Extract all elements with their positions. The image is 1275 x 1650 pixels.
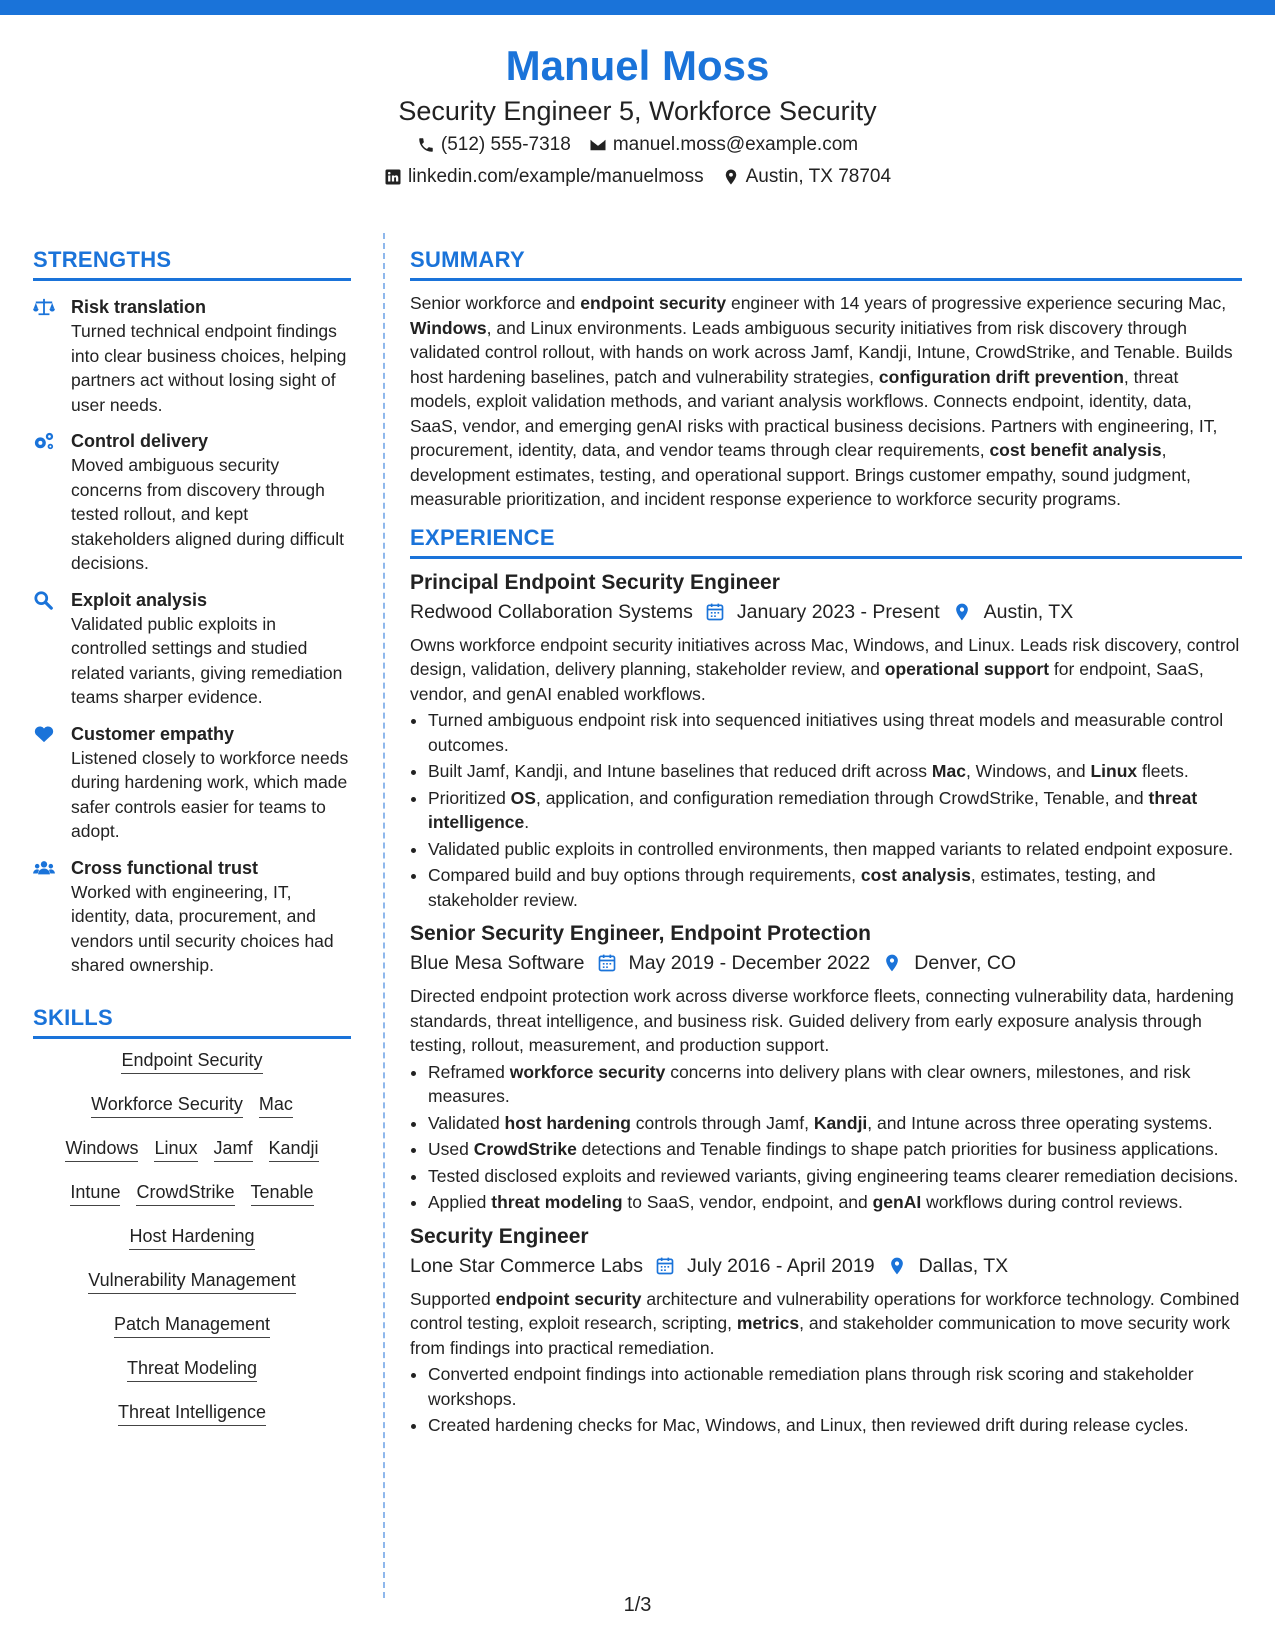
skill-row bbox=[33, 1093, 351, 1118]
skill-tag: Linux bbox=[154, 1137, 197, 1162]
email-contact[interactable] bbox=[589, 130, 858, 160]
job-meta bbox=[410, 948, 1242, 978]
job-dates: January 2023 - Present bbox=[736, 600, 940, 623]
strength-item bbox=[33, 429, 351, 576]
strength-text: Moved ambiguous security concerns from discovery through tested rollout, and kept stakeholders aligned during difficult decisions. bbox=[71, 455, 345, 573]
job-bullet: • Tested disclosed exploits and reviewed variants, giving engineering teams clearer remediation decisions. bbox=[428, 1164, 1242, 1189]
skill-tag: Threat Intelligence bbox=[118, 1401, 266, 1426]
job-description: Supported endpoint security architecture and vulnerability operations for workforce technology. Combined control testing, exploit research, scripting, metrics, and stakeholder communication to move security work from findings into practical remediation. bbox=[410, 1288, 1240, 1358]
summary-heading: SUMMARY bbox=[410, 246, 1242, 281]
skill-tag: Endpoint Security bbox=[121, 1049, 262, 1074]
job-bullet: • Created hardening checks for Mac, Windows, and Linux, then reviewed drift during release cycles. bbox=[428, 1413, 1242, 1438]
skill-tag: Threat Modeling bbox=[127, 1357, 257, 1382]
email-text: manuel.moss@example.com bbox=[612, 134, 859, 155]
strength-title: Exploit analysis bbox=[71, 589, 208, 610]
strength-title: Customer empathy bbox=[71, 723, 235, 744]
job-meta bbox=[410, 597, 1242, 627]
skill-tag: Mac bbox=[259, 1093, 293, 1118]
gears-icon bbox=[33, 429, 57, 576]
skill-row bbox=[33, 1269, 351, 1294]
skill-tag: Windows bbox=[65, 1137, 138, 1162]
users-icon bbox=[33, 856, 57, 978]
job-bullet: • Used CrowdStrike detections and Tenable findings to shape patch priorities for business applications. bbox=[428, 1137, 1242, 1162]
skill-row bbox=[33, 1357, 351, 1382]
job-location: Austin, TX bbox=[983, 600, 1074, 623]
skill-row bbox=[33, 1049, 351, 1074]
skill-row bbox=[33, 1313, 351, 1338]
job-title: Security Engineer bbox=[410, 1224, 589, 1248]
calendar-icon bbox=[705, 602, 725, 622]
job-title: Principal Endpoint Security Engineer bbox=[410, 570, 780, 594]
job-bullets bbox=[410, 1362, 1242, 1438]
linkedin-icon bbox=[384, 168, 402, 186]
strength-title: Cross functional trust bbox=[71, 857, 259, 878]
job-bullet: • Turned ambiguous endpoint risk into sequenced initiatives using threat models and measurable control outcomes. bbox=[428, 708, 1242, 757]
job-dates: July 2016 - April 2019 bbox=[687, 1254, 875, 1277]
skills-heading: SKILLS bbox=[33, 1004, 351, 1039]
job-bullet: • Converted endpoint findings into actionable remediation plans through risk scoring and stakeholder workshops. bbox=[428, 1362, 1242, 1411]
strengths-heading: STRENGTHS bbox=[33, 246, 351, 281]
skill-tag: CrowdStrike bbox=[136, 1181, 234, 1206]
job-company: Redwood Collaboration Systems bbox=[410, 600, 693, 623]
job-bullets bbox=[410, 1060, 1242, 1215]
job-company: Lone Star Commerce Labs bbox=[410, 1254, 644, 1277]
contact-line-2 bbox=[0, 162, 1275, 192]
left-column bbox=[33, 246, 351, 1445]
location-text: Austin, TX 78704 bbox=[745, 166, 892, 187]
strength-item bbox=[33, 295, 351, 417]
map-pin-icon bbox=[722, 168, 740, 186]
strength-title: Risk translation bbox=[71, 297, 207, 317]
skill-tag: Tenable bbox=[251, 1181, 314, 1206]
strength-text: Validated public exploits in controlled settings and studied related variants, giving remediation teams sharper evidence. bbox=[71, 613, 343, 707]
skill-tag: Intune bbox=[70, 1181, 120, 1206]
skill-row bbox=[33, 1401, 351, 1426]
strength-title: Control delivery bbox=[71, 431, 209, 451]
linkedin-text: linkedin.com/example/manuelmoss bbox=[407, 166, 704, 187]
strength-item bbox=[33, 588, 351, 710]
skill-tag: Host Hardening bbox=[129, 1225, 254, 1250]
job-bullet: • Reframed workforce security concerns into delivery plans with clear owners, milestones, and risk measures. bbox=[428, 1060, 1242, 1109]
job-location: Denver, CO bbox=[914, 952, 1017, 974]
scale-icon bbox=[33, 295, 57, 417]
column-divider bbox=[383, 233, 385, 1598]
job-bullet: • Compared build and buy options through requirements, cost analysis, estimates, testing, and stakeholder review. bbox=[428, 863, 1242, 912]
job-bullet: • Built Jamf, Kandji, and Intune baselines that reduced drift across Mac, Windows, and Linux fleets. bbox=[428, 759, 1242, 784]
job-description: Directed endpoint protection work across diverse workforce fleets, connecting vulnerability data, hardening standards, threat intelligence, and business risk. Guided delivery from early exposure analysis through testing, rollout, measurement, and production support. bbox=[410, 986, 1234, 1055]
skill-tag: Patch Management bbox=[114, 1313, 270, 1338]
job-bullets bbox=[410, 708, 1242, 912]
phone-text: (512) 555-7318 bbox=[440, 134, 571, 155]
map-pin-icon bbox=[882, 953, 902, 973]
job-bullet: • Validated public exploits in controlled environments, then mapped variants to related endpoint exposure. bbox=[428, 837, 1242, 862]
skills-list bbox=[33, 1049, 351, 1426]
phone-icon bbox=[417, 136, 435, 154]
skill-tag: Jamf bbox=[214, 1137, 253, 1162]
top-accent-bar bbox=[0, 0, 1275, 15]
job-description: Owns workforce endpoint security initiatives across Mac, Windows, and Linux. Leads risk discovery, control design, validation, delivery planning, stakeholder review, and operational support for endpoint, SaaS, vendor, and genAI enabled workflows. bbox=[410, 634, 1240, 704]
job-bullet: • Prioritized OS, application, and configuration remediation through CrowdStrike, Tenable, and threat intelligence. bbox=[428, 786, 1242, 835]
job-dates: May 2019 - December 2022 bbox=[628, 952, 871, 974]
strength-text: Turned technical endpoint findings into clear business choices, helping partners act without losing sight of user needs. bbox=[71, 321, 347, 415]
strength-text: Listened closely to workforce needs during hardening work, which made safer controls easier for teams to adopt. bbox=[71, 747, 349, 841]
job-bullet: • Applied threat modeling to SaaS, vendor, endpoint, and genAI workflows during control reviews. bbox=[428, 1190, 1242, 1215]
phone-contact[interactable] bbox=[417, 130, 571, 160]
job-entry bbox=[410, 1223, 1242, 1438]
page-number: 1/3 bbox=[623, 1594, 652, 1616]
summary-text: Senior workforce and endpoint security engineer with 14 years of progressive experience securing Mac, Windows, and Linux environments. Leads ambiguous security initiatives from risk discovery through validated control rollout, with hands on work across Jamf, Kandji, Intune, CrowdStrike, and Tenable. Builds host hardening baselines, patch and vulnerability strategies, configuration drift prevention, threat models, exploit validation methods, and variant analysis workflows. Connects endpoint, identity, data, SaaS, vendor, and emerging genAI risks with practical business decisions. Partners with engineering, IT, procurement, identity, data, and vendor teams through clear requirements, cost benefit analysis, development estimates, testing, and operational support. Brings customer empathy, sound judgment, measurable prioritization, and incident response experience to workforce security programs. bbox=[410, 293, 1233, 509]
right-column bbox=[410, 246, 1242, 1446]
location-contact bbox=[722, 162, 891, 192]
job-entry bbox=[410, 920, 1242, 1215]
skill-tag: Workforce Security bbox=[91, 1093, 243, 1118]
strength-item bbox=[33, 722, 351, 844]
skill-tag: Kandji bbox=[269, 1137, 319, 1162]
job-bullet: • Validated host hardening controls through Jamf, Kandji, and Intune across three operating systems. bbox=[428, 1111, 1242, 1136]
linkedin-contact[interactable] bbox=[384, 162, 704, 192]
candidate-title: Security Engineer 5, Workforce Security bbox=[398, 96, 877, 126]
calendar-icon bbox=[655, 1256, 675, 1276]
contact-line-1 bbox=[0, 130, 1275, 160]
map-pin-icon bbox=[887, 1256, 907, 1276]
search-icon bbox=[33, 588, 57, 710]
skill-row bbox=[33, 1225, 351, 1250]
strength-text: Worked with engineering, IT, identity, data, procurement, and vendors until security choices had shared ownership. bbox=[71, 881, 334, 975]
job-company: Blue Mesa Software bbox=[410, 952, 585, 974]
skill-tag: Vulnerability Management bbox=[88, 1269, 295, 1294]
skill-row bbox=[33, 1181, 351, 1206]
job-location: Dallas, TX bbox=[918, 1254, 1009, 1277]
experience-heading: EXPERIENCE bbox=[410, 524, 1242, 559]
skill-row bbox=[33, 1137, 351, 1162]
job-title: Senior Security Engineer, Endpoint Protection bbox=[410, 922, 871, 945]
map-pin-icon bbox=[952, 602, 972, 622]
job-meta bbox=[410, 1251, 1242, 1281]
job-entry bbox=[410, 569, 1242, 913]
candidate-name: Manuel Moss bbox=[505, 42, 770, 89]
calendar-icon bbox=[597, 953, 617, 973]
resume-header bbox=[0, 40, 1275, 192]
envelope-icon bbox=[589, 136, 607, 154]
heart-icon bbox=[33, 722, 57, 844]
strength-item bbox=[33, 856, 351, 978]
